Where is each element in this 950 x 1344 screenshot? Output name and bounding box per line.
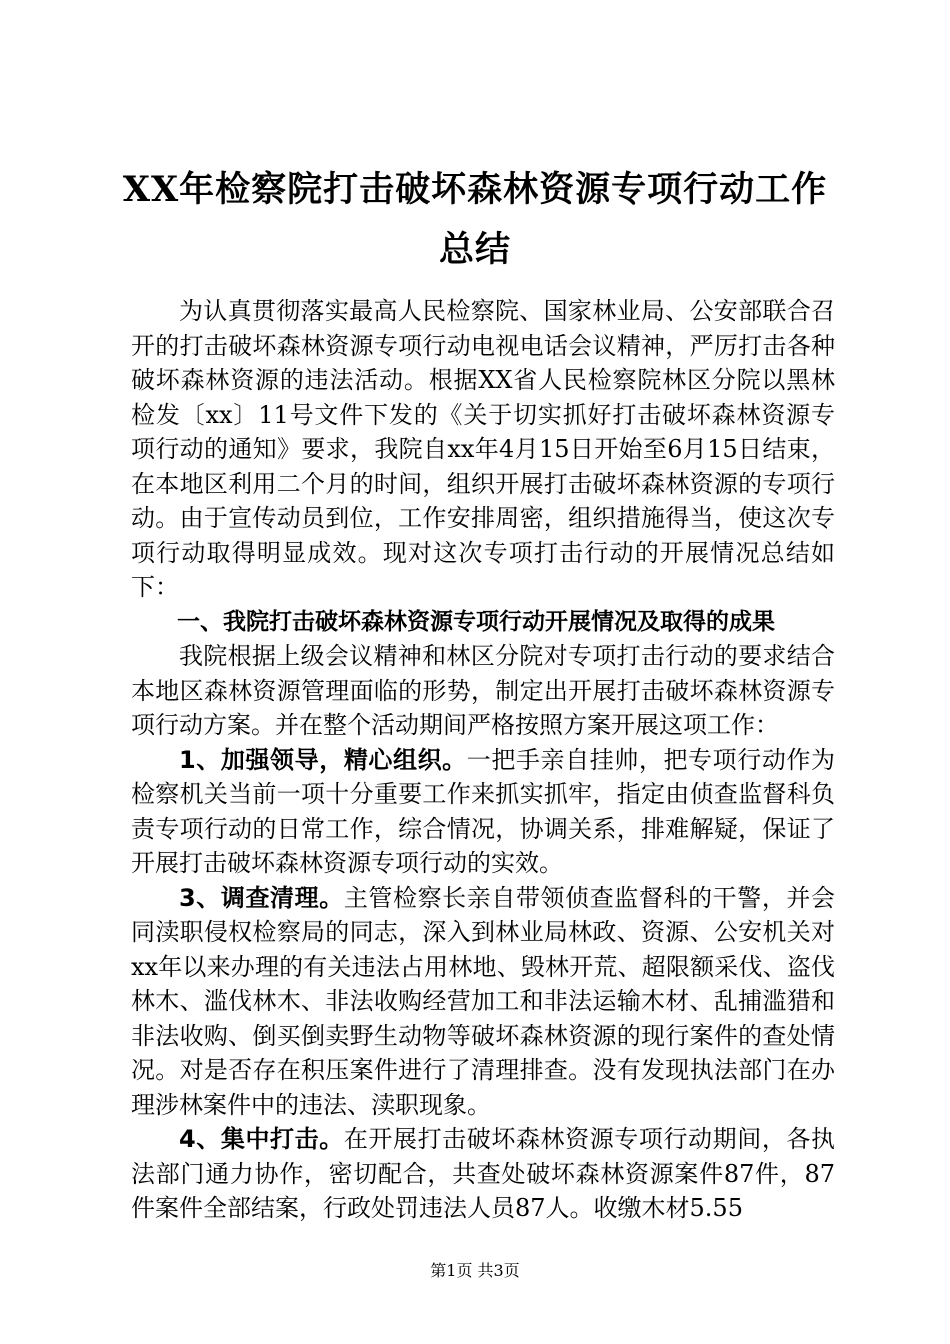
document-title: XX年检察院打击破坏森林资源专项行动工作总结	[122, 169, 828, 270]
section-intro-paragraph: 我院根据上级会议精神和林区分院对专项打击行动的要求结合本地区森林资源管理面临的形势，制定出开展打击破坏森林资源专项行动方案。并在整个活动期间严格按照方案开展这项工作：	[131, 642, 835, 739]
page-footer: 第1页 共3页	[430, 1261, 520, 1280]
document-body	[131, 294, 835, 1226]
section-heading-1: 一、我院打击破坏森林资源专项行动开展情况及取得的成果	[177, 608, 775, 635]
item-4-lead: 4、集中打击。	[179, 1125, 344, 1153]
item-3-text: 主管检察长亲自带领侦查监督科的干警，并会同渎职侵权检察局的同志，深入到林业局林政、资源、公安机关对xx年以来办理的有关违法占用林地、毁林开荒、超限额采伐、盗伐林木、滥伐林木、非法收购经营加工和非法运输木材、乱捕滥猎和非法收购、倒买倒卖野生动物等破坏森林资源的现行案件的查处情况。对是否存在积压案件进行了清理排查。没有发现执法部门在办理涉林案件中的违法、渎职现象。	[131, 883, 836, 1119]
item-4-text: 在开展打击破坏森林资源专项行动期间，各执法部门通力协作，密切配合，共查处破坏森林资源案件87件，87件案件全部结案，行政处罚违法人员87人。收缴木材5.55	[131, 1125, 836, 1222]
item-1-text: 一把手亲自挂帅，把专项行动作为检察机关当前一项十分重要工作来抓实抓牢，指定由侦查监督科负责专项行动的日常工作，综合情况，协调关系，排难解疑，保证了开展打击破坏森林资源专项行动的实效。	[131, 745, 836, 877]
item-3-lead: 3、调查清理。	[179, 883, 344, 912]
item-1-lead: 1、加强领导，精心组织。	[179, 745, 467, 774]
item-3-paragraph	[131, 881, 835, 1123]
intro-paragraph: 为认真贯彻落实最高人民检察院、国家林业局、公安部联合召开的打击破坏森林资源专项行动电视电话会议精神，严厉打击各种破坏森林资源的违法活动。根据XX省人民检察院林区分院以黑林检发〔xx〕11号文件下发的《关于切实抓好打击破坏森林资源专项行动的通知》要求，我院自xx年4月15日开始至6月15日结束，在本地区利用二个月的时间，组织开展打击破坏森林资源的专项行动。由于宣传动员到位，工作安排周密，组织措施得当，使这次专项行动取得明显成效。现对这次专项打击行动的开展情况总结如下：	[131, 297, 835, 601]
item-4-paragraph	[131, 1122, 835, 1226]
item-1-paragraph	[131, 743, 835, 881]
